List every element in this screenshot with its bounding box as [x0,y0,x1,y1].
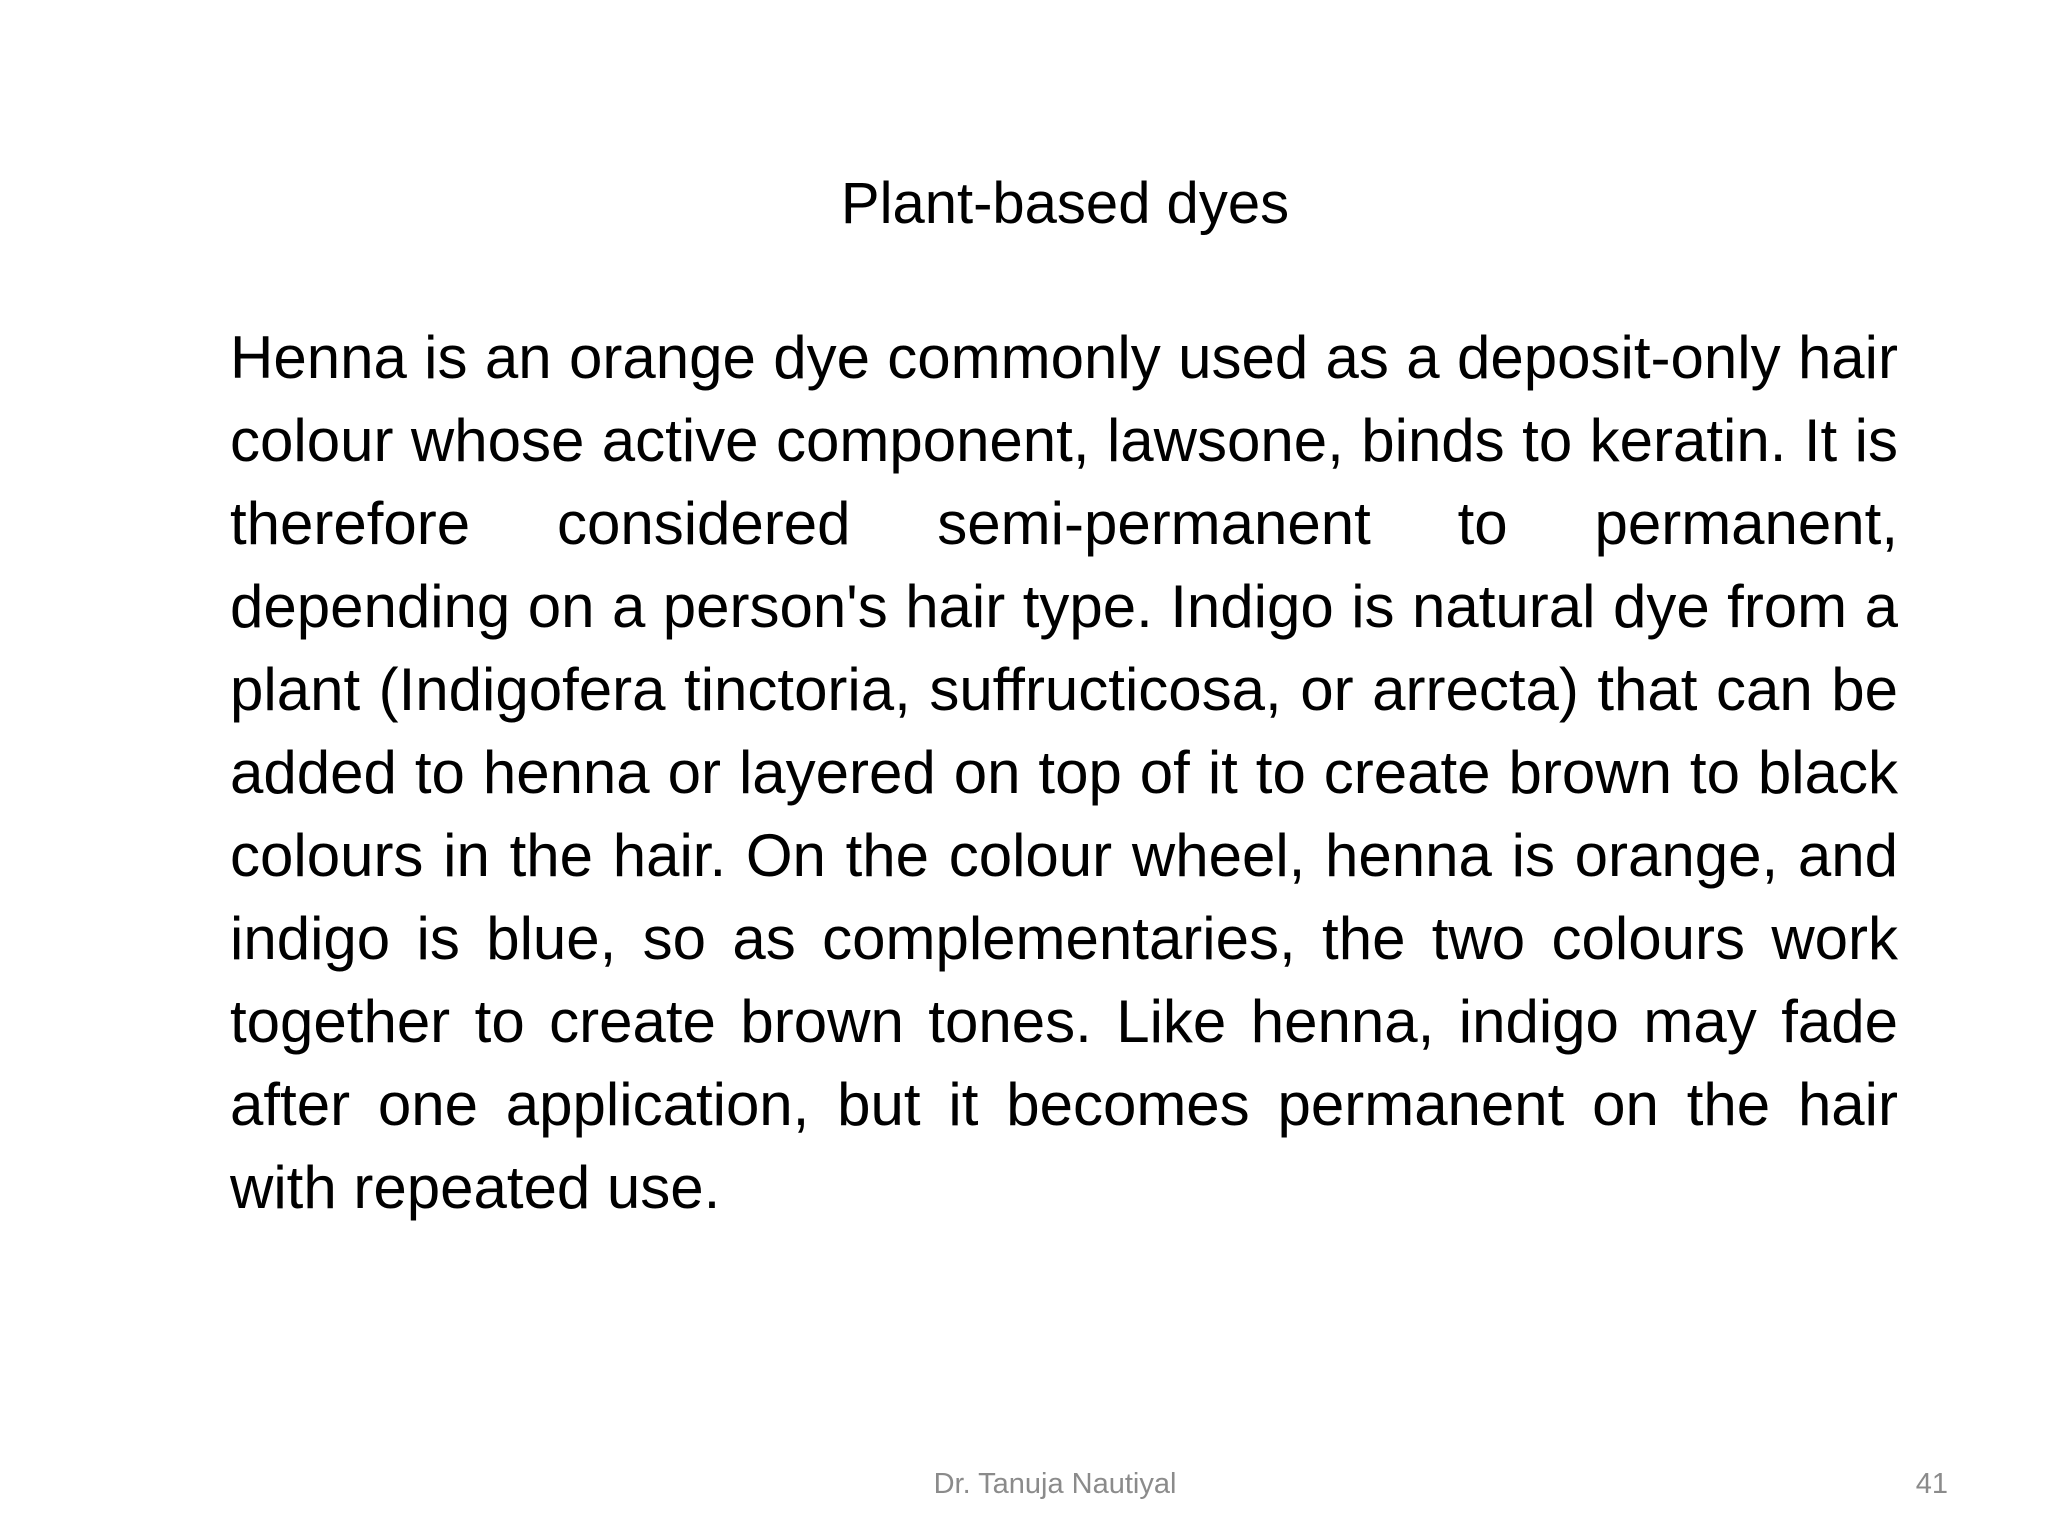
slide-body-text: Henna is an orange dye commonly used as a deposit-only hair colour whose active component, lawsone, binds to keratin. It is therefore considered semi-permanent to permanent, depending on a person's hair type. Indigo is natural dye from a plant (Indigofera tinctoria, suffructicosa, or arrecta) that can be added to henna or layered on top of it to create brown to black colours in the hair. On the colour wheel, henna is orange, and indigo is blue, so as complementaries, the two colours work together to create brown tones. Like henna, indigo may fade after one application, but it becomes permanent on the hair with repeated use. [230,324,1898,1221]
page-number: 41 [1915,1468,1948,1500]
footer-author: Dr. Tanuja Nautiyal [933,1468,1177,1500]
slide-title: Plant-based dyes [840,171,1290,236]
